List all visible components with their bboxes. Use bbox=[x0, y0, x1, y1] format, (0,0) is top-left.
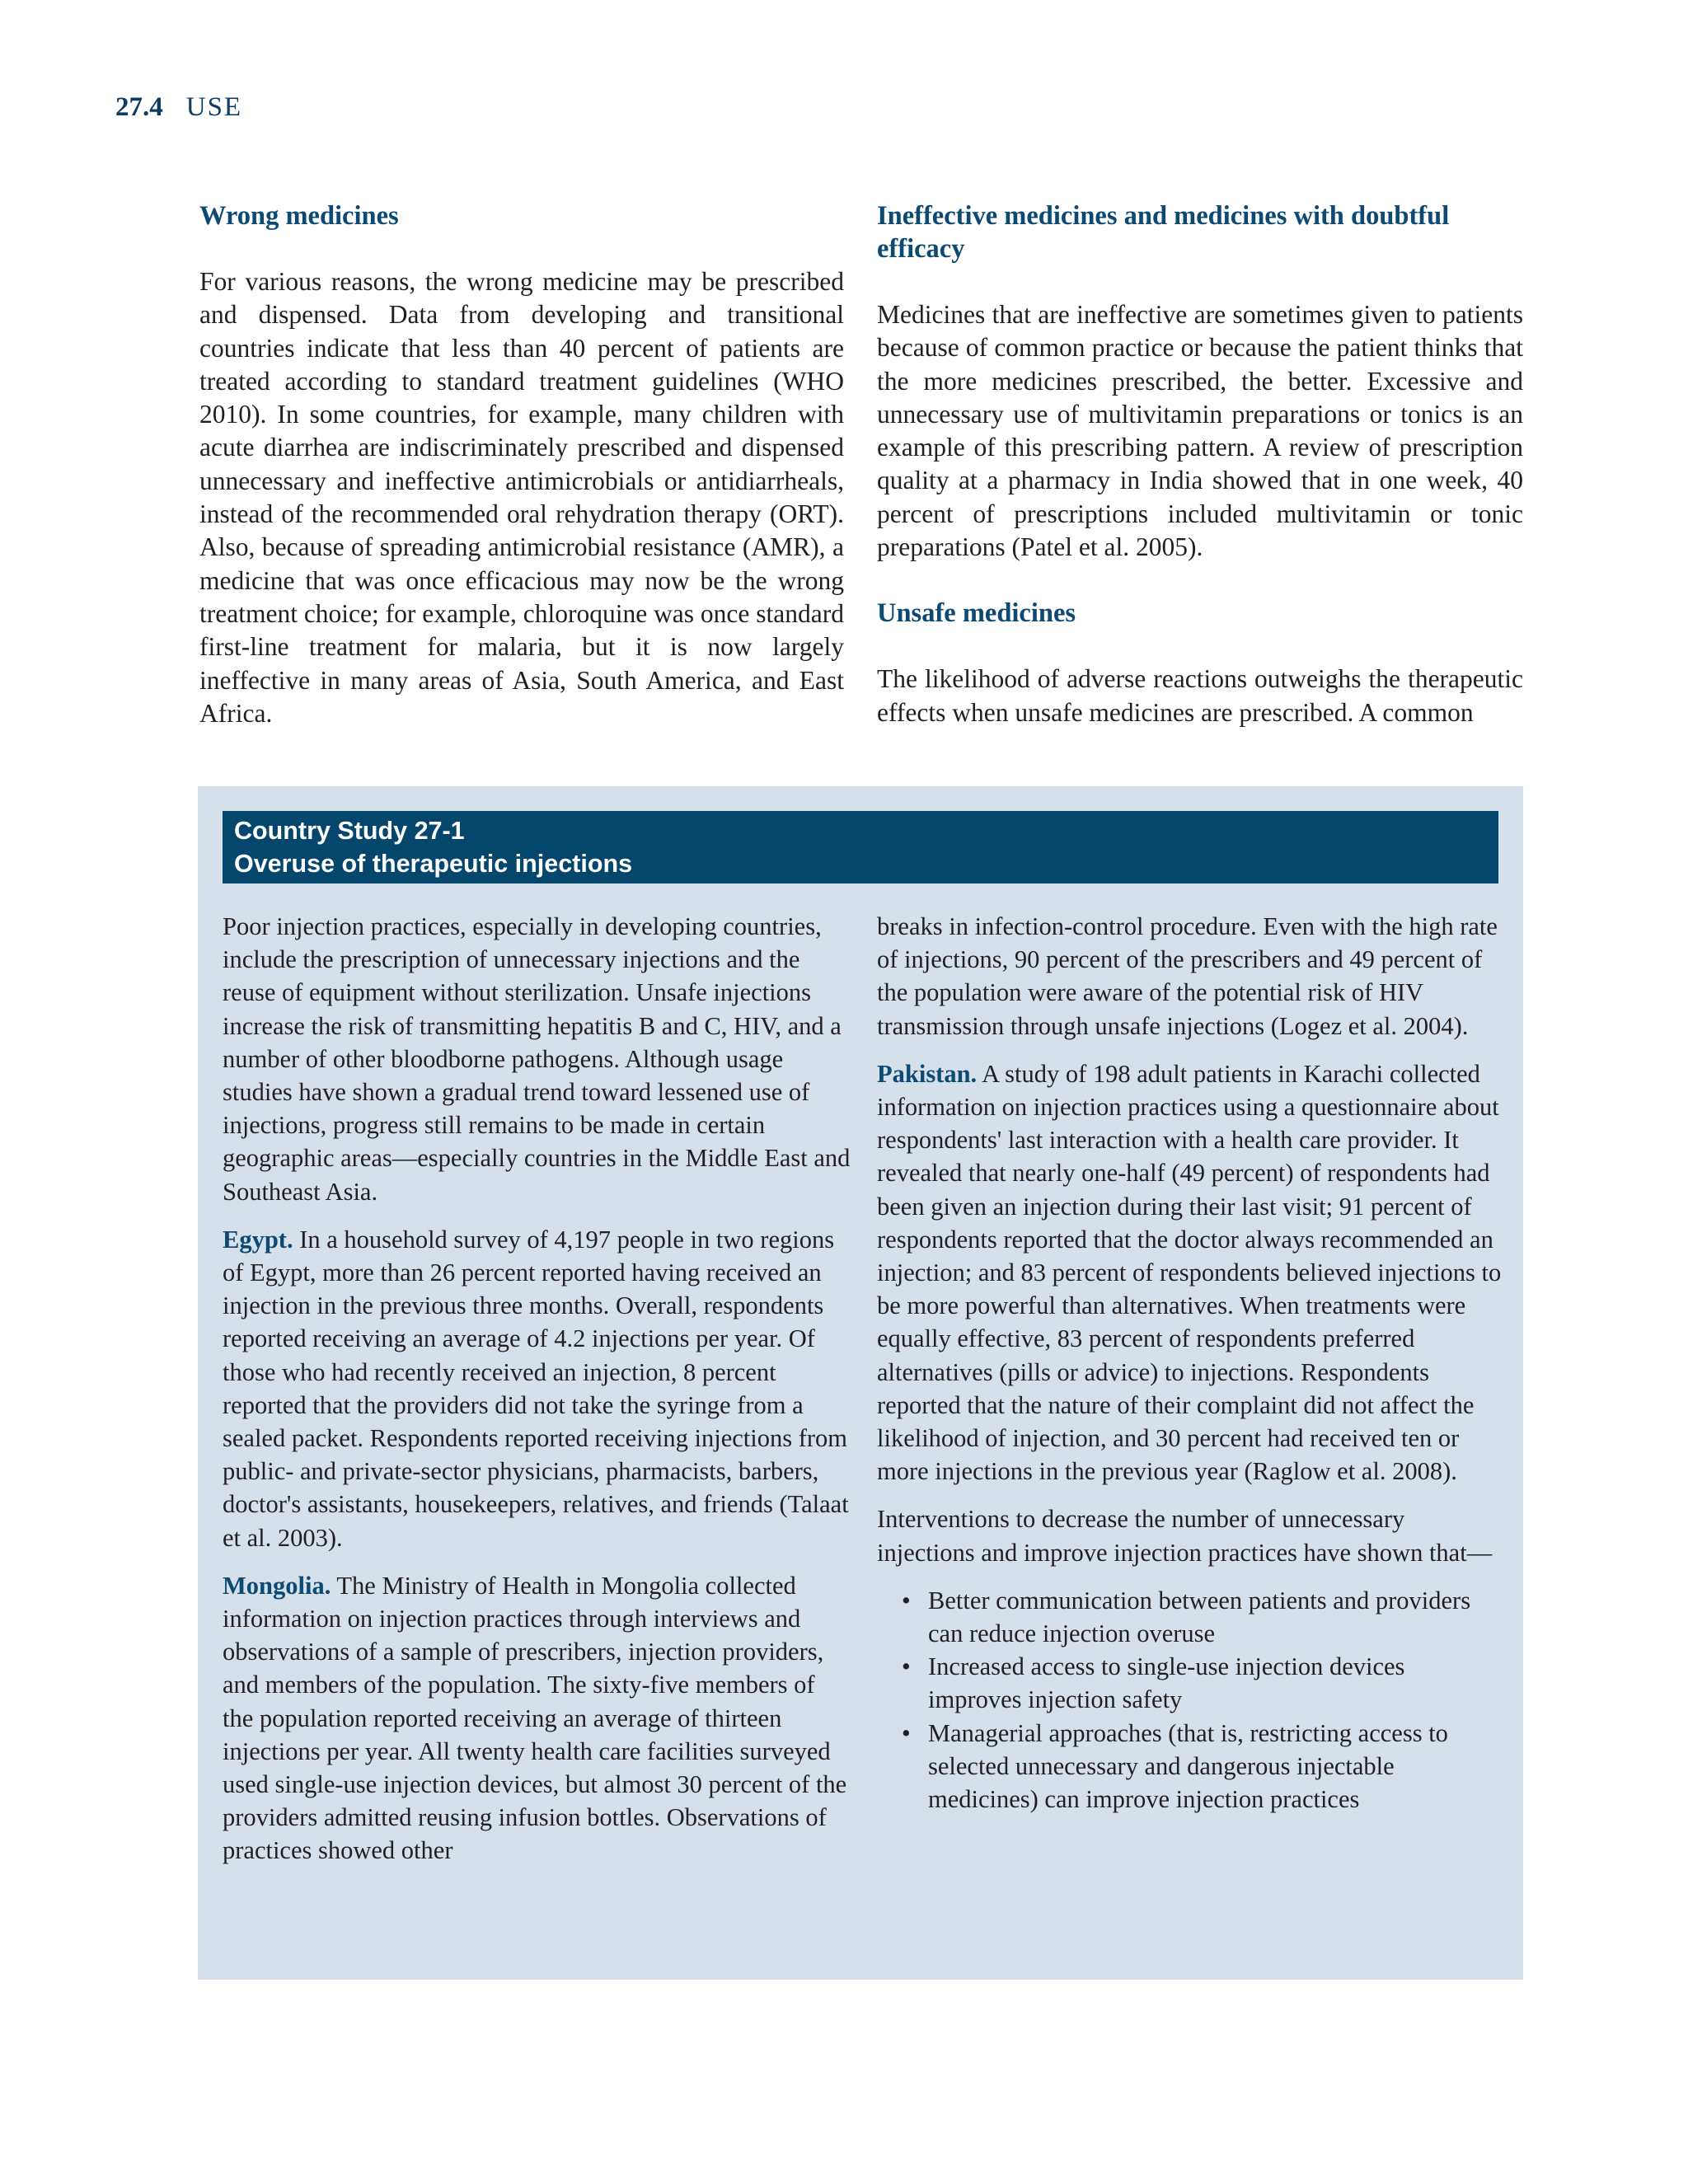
paragraph-wrong-medicines: For various reasons, the wrong medicine may be prescribed and dispensed. Data from developing and transitional countries indicate that less than 40 percent of patients are treated according to standard treatment guidelines (WHO 2010). In some countries, for example, many children with acute diarrhea are indiscriminately prescribed and dispensed unnecessary and ineffective antimicrobials or antidiarrheals, instead of the recommended oral rehydration therapy (ORT). Also, because of spreading antimicrobial resistance (AMR), a medicine that was once efficacious may now be the wrong treatment choice; for example, chloroquine was once standard first-line treatment for malaria, but it is now largely ineffective in many areas of Asia, South America, and East Africa. bbox=[199, 267, 844, 728]
chapter-number: 27.4 bbox=[115, 92, 163, 122]
heading-unsafe-medicines: Unsafe medicines bbox=[877, 598, 1076, 629]
mongolia-continued-paragraph: breaks in infection-control procedure. Even with the high rate of injections, 90 percent of the prescribers and 49 percent of the population were aware of the potential risk of HIV transmission through unsafe injections (Logez et al. 2004). bbox=[877, 912, 1498, 1040]
paragraph-ineffective-medicines: Medicines that are ineffective are sometimes given to patients because of common practice or because the patient thinks that the more medicines prescribed, the better. Excessive and unnecessary use of multivitamin preparations or tonics is an example of this prescribing pattern. A review of prescription quality at a pharmacy in India showed that in one week, 40 percent of prescriptions included multivitamin or tonic preparations (Patel et al. 2005). bbox=[877, 300, 1523, 562]
running-header bbox=[115, 92, 242, 123]
egypt-lead: Egypt. bbox=[223, 1225, 293, 1254]
list-item-text: Managerial approaches (that is, restricting access to selected unnecessary and dangerous injectable medicines) can improve injection practices bbox=[928, 1718, 1448, 1814]
bullet-icon: • bbox=[902, 1652, 911, 1681]
bullet-icon: • bbox=[902, 1586, 911, 1615]
mongolia-lead: Mongolia. bbox=[223, 1571, 331, 1600]
mongolia-text: The Ministry of Health in Mongolia collected information on injection practices through interviews and observations of a sample of prescribers, injection providers, and members of the population. The sixty-five members of the population reported receiving an average of thirteen injections per year. All twenty health care facilities surveyed used single-use injection devices, but almost 30 percent of the providers admitted reusing infusion bottles. Observations of practices showed other bbox=[223, 1571, 847, 1865]
bullet-icon: • bbox=[902, 1718, 911, 1747]
list-item-text: Increased access to single-use injection devices improves injection safety bbox=[928, 1652, 1405, 1714]
list-item bbox=[902, 1717, 1503, 1816]
country-study-box bbox=[198, 786, 1523, 1980]
mongolia-paragraph bbox=[223, 1569, 851, 1868]
country-study-left-column bbox=[223, 910, 851, 1882]
egypt-text: In a household survey of 4,197 people in two regions of Egypt, more than 26 percent reported having received an injection in the previous three months. Overall, respondents reported receiving an average of 4.2 injections per year. Of those who had recently received an injection, 8 percent reported that the providers did not take the syringe from a sealed packet. Respondents reported receiving injections from public- and private-sector physicians, pharmacists, barbers, doctor's assistants, housekeepers, relatives, and friends (Talaat et al. 2003). bbox=[223, 1225, 849, 1552]
pakistan-paragraph bbox=[877, 1057, 1503, 1488]
intro-paragraph: Poor injection practices, especially in developing countries, include the prescription of unnecessary injections and the reuse of equipment without sterilization. Unsafe injections increase the risk of transmitting hepatitis B and C, HIV, and a number of other bloodborne pathogens. Although usage studies have shown a gradual trend toward lessened use of injections, progress still remains to be made in certain geographic areas—especially countries in the Middle East and Southeast Asia. bbox=[223, 912, 851, 1206]
egypt-paragraph bbox=[223, 1223, 851, 1554]
heading-wrong-medicines: Wrong medicines bbox=[199, 201, 399, 231]
section-title: USE bbox=[185, 92, 243, 122]
interventions-paragraph: Interventions to decrease the number of unnecessary injections and improve injection practices have shown that— bbox=[877, 1505, 1493, 1567]
pakistan-text: A study of 198 adult patients in Karachi collected information on injection practices using a questionnaire about respondents' last interaction with a health care provider. It revealed that nearly one-half (49 percent) of respondents had been given an injection during their last visit; 91 percent of respondents reported that the doctor always recommended an injection; and 83 percent of respondents believed injections to be more powerful than alternatives. When treatments were equally effective, 83 percent of respondents preferred alternatives (pills or advice) to injections. Respondents reported that the nature of their complaint did not affect the likelihood of injection, and 30 percent had received ten or more injections in the previous year (Raglow et al. 2008). bbox=[877, 1059, 1502, 1486]
spacer bbox=[877, 564, 1523, 597]
interventions-list bbox=[877, 1584, 1503, 1816]
list-item-text: Better communication between patients and providers can reduce injection overuse bbox=[928, 1586, 1471, 1648]
country-study-number: Country Study 27-1 bbox=[234, 817, 465, 845]
country-study-title: Overuse of therapeutic injections bbox=[234, 850, 633, 878]
left-column bbox=[199, 199, 844, 730]
list-item bbox=[902, 1584, 1503, 1650]
right-column bbox=[877, 199, 1523, 729]
country-study-right-column bbox=[877, 910, 1503, 1816]
heading-ineffective-medicines: Ineffective medicines and medicines with doubtful efficacy bbox=[877, 201, 1450, 264]
paragraph-unsafe-medicines: The likelihood of adverse reactions outweighs the therapeutic effects when unsafe medicines are prescribed. A common bbox=[877, 664, 1523, 727]
list-item bbox=[902, 1650, 1503, 1716]
country-study-title-bar bbox=[223, 811, 1498, 883]
pakistan-lead: Pakistan. bbox=[877, 1059, 978, 1088]
